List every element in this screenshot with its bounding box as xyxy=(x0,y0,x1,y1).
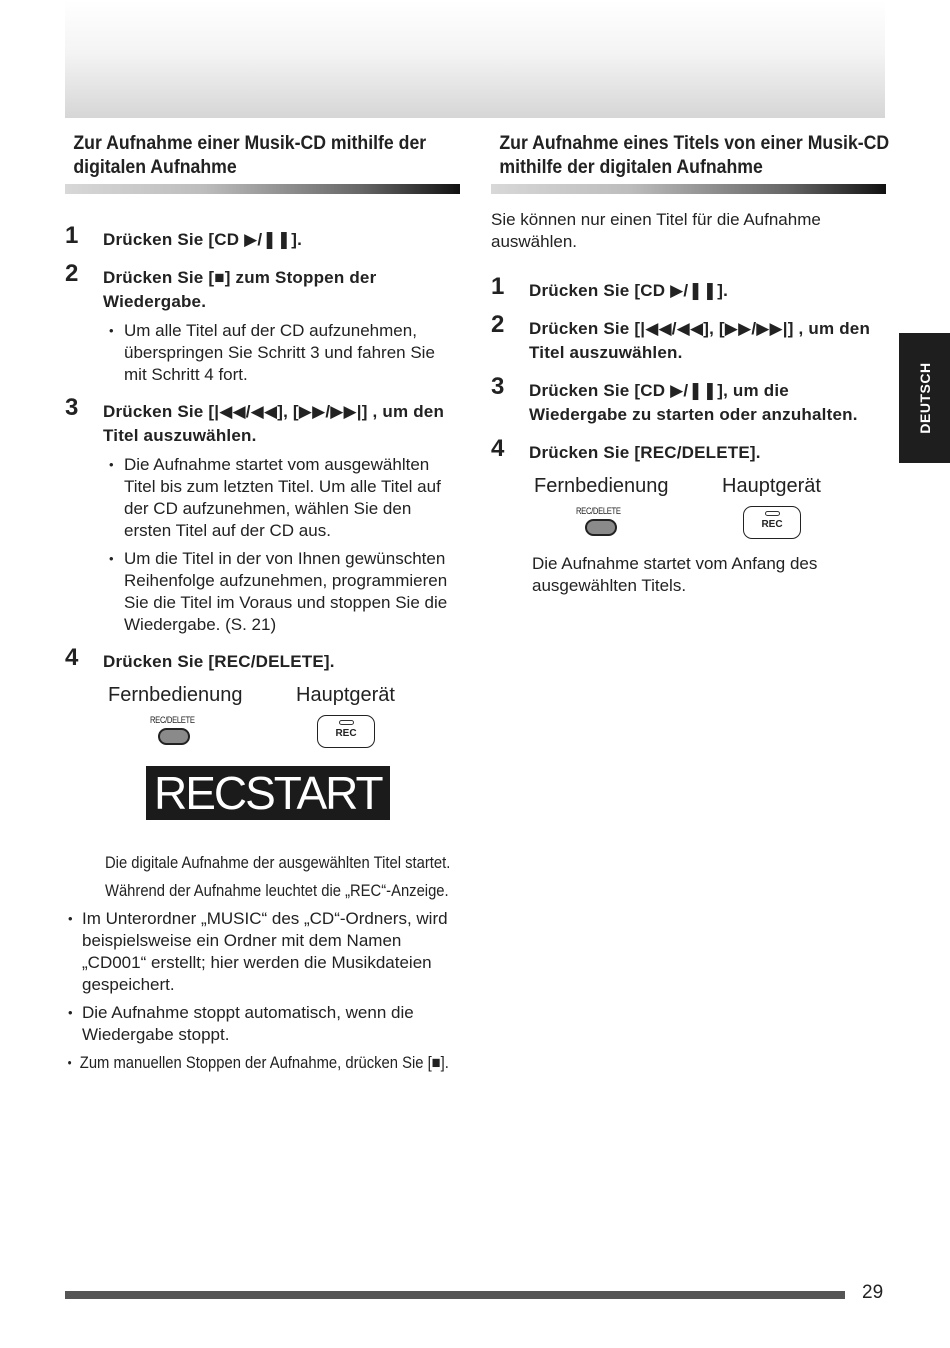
step-text: Drücken Sie [REC/DELETE]. xyxy=(103,652,335,671)
left-bullet-2: • Die Aufnahme stoppt automatisch, wenn die Wiedergabe stoppt. xyxy=(65,1002,460,1046)
step-text: Drücken Sie [■] zum Stoppen der Wiedergabe. xyxy=(103,268,377,311)
step-text: Drücken Sie [CD ▶/❚❚], um die Wiedergabe zu starten oder anzuhalten. xyxy=(529,381,858,424)
step-bullet: • Um die Titel in der von Ihnen gewünschten Reihenfolge aufzunehmen, programmieren Sie die Titel im Voraus und stoppen Sie die Wiedergabe. (S. 21) xyxy=(103,548,460,636)
left-column xyxy=(65,132,460,1074)
left-step-1 xyxy=(65,222,460,252)
rec-button-icon xyxy=(317,715,375,748)
step-text: Drücken Sie [CD ▶/❚❚]. xyxy=(529,281,728,300)
rec-delete-button-icon xyxy=(585,519,617,536)
header-band xyxy=(65,0,885,118)
right-title-rule xyxy=(491,184,886,194)
main-unit-label: Hauptgerät xyxy=(722,475,821,497)
step-number: 3 xyxy=(491,373,505,400)
left-title-rule xyxy=(65,184,460,194)
step-number: 3 xyxy=(65,394,79,421)
left-step-2 xyxy=(65,260,460,386)
right-section-title: Zur Aufnahme eines Titels von einer Musik-CD mithilfe der digitalen Aufnahme xyxy=(499,133,890,178)
right-step-1 xyxy=(491,273,886,303)
recstart-display: RECSTART xyxy=(146,766,390,820)
step-number: 4 xyxy=(65,644,79,671)
left-controls xyxy=(65,684,460,766)
main-button-tag: REC xyxy=(761,519,783,530)
right-step-2 xyxy=(491,311,886,365)
step-text: Drücken Sie [|◀◀/◀◀], [▶▶/▶▶|] , um den Titel auszuwählen. xyxy=(529,319,871,362)
step-number: 4 xyxy=(491,435,505,462)
left-bullet-1: • Im Unterordner „MUSIC“ des „CD“-Ordners, wird beispielsweise ein Ordner mit dem Namen „CD001“ erstellt; hier werden die Musikdateien gespeichert. xyxy=(65,908,460,996)
step-number: 1 xyxy=(65,222,79,249)
language-tab-label: DEUTSCH xyxy=(916,362,933,434)
right-intro: Sie können nur einen Titel für die Aufnahme auswählen. xyxy=(491,210,821,251)
left-step-4 xyxy=(65,644,460,674)
page-number: 29 xyxy=(862,1282,884,1303)
right-step-3 xyxy=(491,373,886,427)
language-tab xyxy=(899,333,950,463)
remote-label: Fernbedienung xyxy=(108,684,243,706)
remote-button-tag: REC/DELETE xyxy=(150,715,195,725)
right-step-4 xyxy=(491,435,886,465)
step-bullet: • Um alle Titel auf der CD aufzunehmen, überspringen Sie Schritt 3 und fahren Sie mit Schritt 4 fort. xyxy=(103,320,460,386)
step-text: Drücken Sie [CD ▶/❚❚]. xyxy=(103,230,302,249)
remote-button-tag: REC/DELETE xyxy=(576,506,621,516)
left-note-2: Während der Aufnahme leuchtet die „REC“-Anzeige. xyxy=(105,881,449,900)
right-column xyxy=(491,132,890,597)
rec-button-slot xyxy=(765,511,780,516)
rec-button-slot xyxy=(339,720,354,725)
step-bullet: • Die Aufnahme startet vom ausgewählten Titel bis zum letzten Titel. Um alle Titel auf der CD aufzunehmen, wählen Sie den ersten Titel auf der CD aus. xyxy=(103,454,460,542)
right-controls xyxy=(491,475,886,557)
step-text: Drücken Sie [|◀◀/◀◀], [▶▶/▶▶|] , um den Titel auszuwählen. xyxy=(103,402,445,445)
step-text: Drücken Sie [REC/DELETE]. xyxy=(529,443,761,462)
footer-bar xyxy=(65,1291,845,1299)
left-note-1: Die digitale Aufnahme der ausgewählten Titel startet. xyxy=(105,853,451,872)
step-number: 2 xyxy=(65,260,79,287)
rec-delete-button-icon xyxy=(158,728,190,745)
step-number: 1 xyxy=(491,273,505,300)
step-number: 2 xyxy=(491,311,505,338)
main-button-tag: REC xyxy=(335,728,357,739)
left-section-title: Zur Aufnahme einer Musik-CD mithilfe der digitalen Aufnahme xyxy=(73,133,427,178)
right-note: Die Aufnahme startet vom Anfang des ausgewählten Titels. xyxy=(532,554,818,595)
main-unit-label: Hauptgerät xyxy=(296,684,395,706)
remote-label: Fernbedienung xyxy=(534,475,669,497)
rec-button-icon xyxy=(743,506,801,539)
left-step-3 xyxy=(65,394,460,636)
left-bullet-3: • Zum manuellen Stoppen der Aufnahme, drücken Sie [■]. xyxy=(65,1052,465,1074)
